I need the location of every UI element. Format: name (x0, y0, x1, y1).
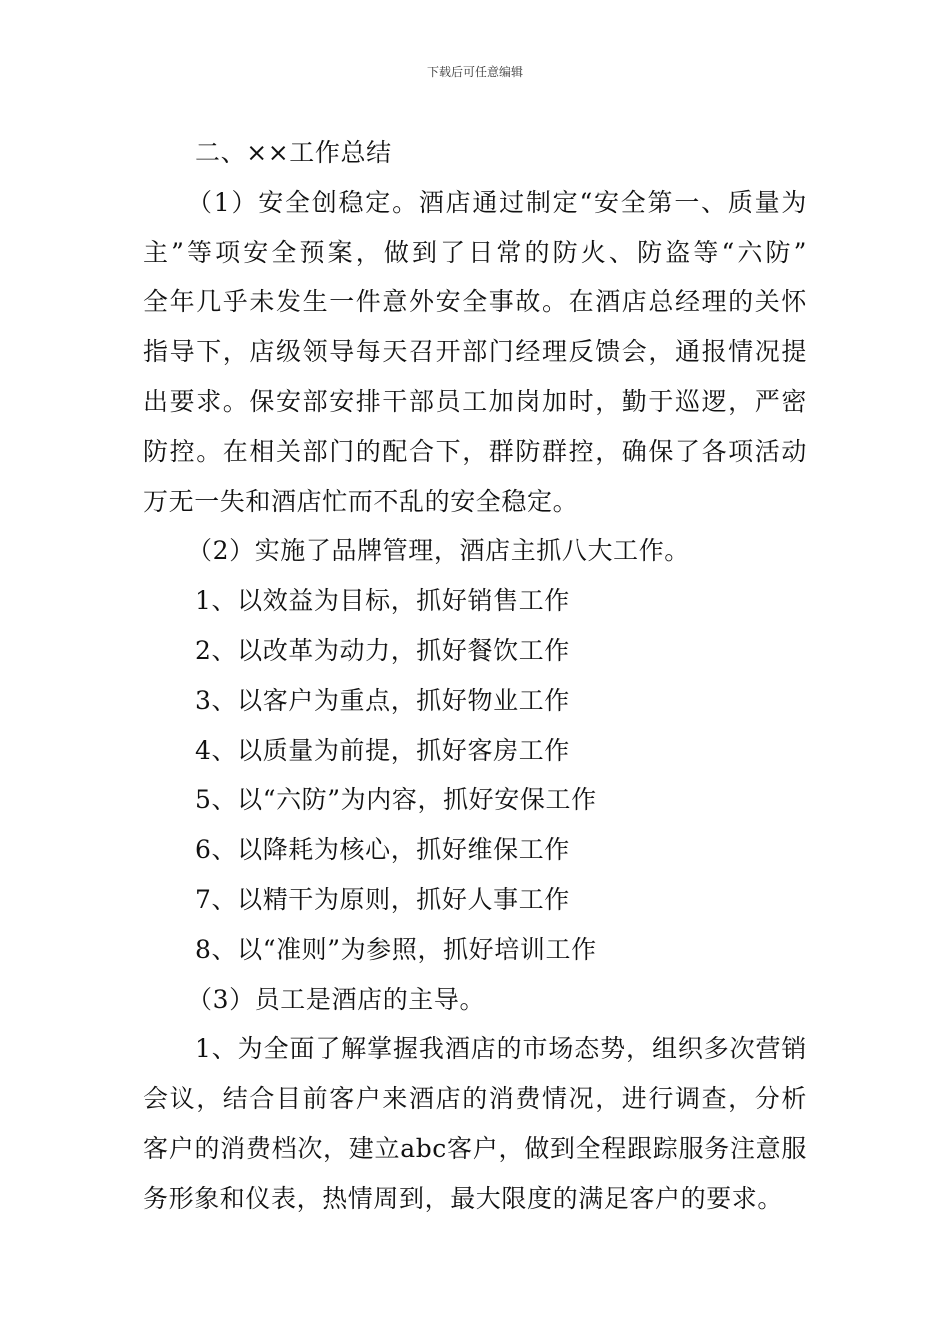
paragraph-3-line-4: 务形象和仪表，热情周到，最大限度的满足客户的要求。 (143, 1183, 784, 1213)
list-item-1: 1、以效益为目标，抓好销售工作 (195, 586, 570, 616)
paragraph-3-line-2: 会议，结合目前客户来酒店的消费情况，进行调查，分析 (143, 1084, 807, 1114)
paragraph-3-line-1: 1、为全面了解掌握我酒店的市场态势，组织多次营销 (195, 1034, 807, 1064)
list-item-3: 3、以客户为重点，抓好物业工作 (195, 685, 570, 715)
paragraph-3-title: （3）员工是酒店的主导。 (187, 984, 486, 1014)
paragraph-1-line-4: 指导下，店级领导每天召开部门经理反馈会，通报情况提 (143, 337, 807, 367)
section-heading: 二、××工作总结 (195, 138, 392, 167)
list-item-5: 5、以“六防”为内容，抓好安保工作 (195, 785, 597, 815)
paragraph-1-line-6: 防控。在相关部门的配合下，群防群控，确保了各项活动 (143, 436, 807, 466)
paragraph-1-line-7: 万无一失和酒店忙而不乱的安全稳定。 (143, 486, 579, 516)
list-item-7: 7、以精干为原则，抓好人事工作 (195, 884, 570, 914)
document-body (143, 128, 807, 1224)
paragraph-1-line-2: 主”等项安全预案，做到了日常的防火、防盗等“六防” (143, 237, 807, 267)
list-item-8: 8、以“准则”为参照，抓好培训工作 (195, 934, 597, 964)
list-item-4: 4、以质量为前提，抓好客房工作 (195, 735, 570, 765)
page-header-note: 下载后可任意编辑 (426, 65, 523, 79)
list-item-6: 6、以降耗为核心，抓好维保工作 (195, 835, 570, 865)
paragraph-1-line-5: 出要求。保安部安排干部员工加岗加时，勤于巡逻，严密 (143, 386, 807, 416)
paragraph-1-line-1: （1）安全创稳定。酒店通过制定“安全第一、质量为 (187, 187, 807, 217)
paragraph-2-title: （2）实施了品牌管理，酒店主抓八大工作。 (187, 536, 690, 566)
list-item-2: 2、以改革为动力，抓好餐饮工作 (195, 635, 570, 665)
paragraph-3-line-3: 客户的消费档次，建立abc客户，做到全程跟踪服务注意服 (143, 1133, 807, 1163)
paragraph-1-line-3: 全年几乎未发生一件意外安全事故。在酒店总经理的关怀 (143, 287, 807, 317)
